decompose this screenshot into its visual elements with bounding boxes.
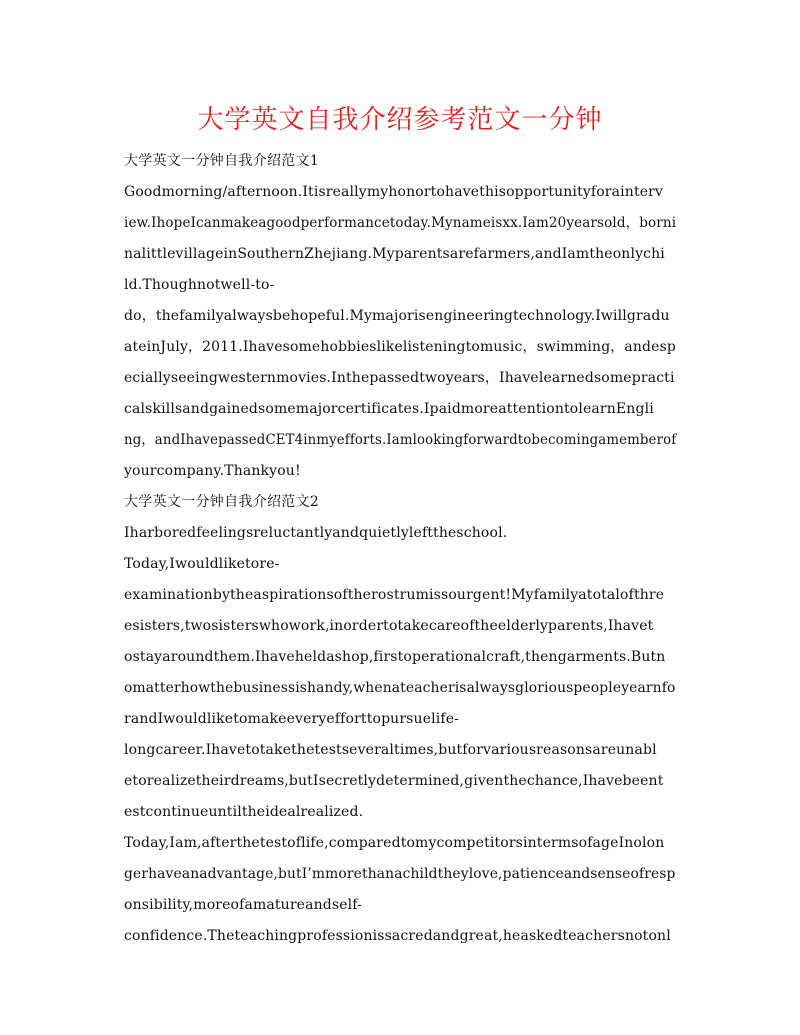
text-line: omatterhowthebusinessishandy,whenateacherisalwaysgloriouspeopleyearnfo [124,680,676,696]
text-line: longcareer.Ihavetotakethetestseveraltimes,butforvariousreasonsareunabl [124,742,657,758]
text-line: Today,Iam,afterthetestoflife,comparedtomycompetitorsintermsofageInolon [124,835,665,851]
text-line: eciallyseeingwesternmovies.Inthepassedtwoyears，Ihavelearnedsomepracti [124,370,675,386]
text-line: confidence.Theteachingprofessionissacredandgreat,heaskedteachersnotonl [124,928,671,944]
text-line: calskillsandgainedsomemajorcertificates.IpaidmoreattentiontolearnEngli [124,401,654,417]
text-line: iew.IhopeIcanmakeagoodperformancetoday.Mynameisxx.Iam20yearsold，borni [124,215,677,231]
document-title: 大学英文自我介绍参考范文一分钟 [197,105,603,135]
text-line: nalittlevillageinSouthernZhejiang.Myparentsarefarmers,andIamtheonlychi [124,246,665,262]
document-body [124,146,676,952]
text-line: Today,Iwouldliketore- [124,556,280,572]
text-line: estcontinueuntiltheidealrealized. [124,804,364,820]
text-line: onsibility,moreofamatureandself- [124,897,362,913]
text-line: Iharboredfeelingsreluctantlyandquietlylefttheschool. [124,525,508,541]
text-line: ateinJuly，2011.Ihavesomehobbieslikelisteningtomusic，swimming，andesp [124,339,676,355]
text-line: do，thefamilyalwaysbehopeful.Mymajorisengineeringtechnology.Iwillgradu [124,308,670,324]
text-line: examinationbytheaspirationsoftherostrumissourgent!Myfamilyatotalofthre [124,587,665,603]
text-line: randIwouldliketomakeeveryefforttopursuelife- [124,711,460,727]
section-heading-1: 大学英文一分钟自我介绍范文1 [124,153,320,169]
section-heading-2: 大学英文一分钟自我介绍范文2 [124,494,320,510]
text-line: yourcompany.Thankyou! [124,463,301,479]
text-line: Goodmorning/afternoon.Itisreallymyhonortohavethisopportunityforainterv [124,184,664,200]
text-line: etorealizetheirdreams,butIsecretlydetermined,giventhechance,Ihavebeent [124,773,664,789]
text-line: ostayaroundthem.Ihaveheldashop,firstoperationalcraft,thengarments.Butn [124,649,666,665]
text-line: ng，andIhavepassedCET4inmyefforts.Iamlookingforwardtobecomingamemberof [124,432,677,448]
text-line: esisters,twosisterswhowork,inordertotakecareoftheelderlyparents,Ihavet [124,618,654,634]
text-line: ld.Thoughnotwell-to- [124,277,275,293]
text-line: gerhaveanadvantage,butI’mmorethanachildtheylove,patienceandsenseofresp [124,866,676,882]
